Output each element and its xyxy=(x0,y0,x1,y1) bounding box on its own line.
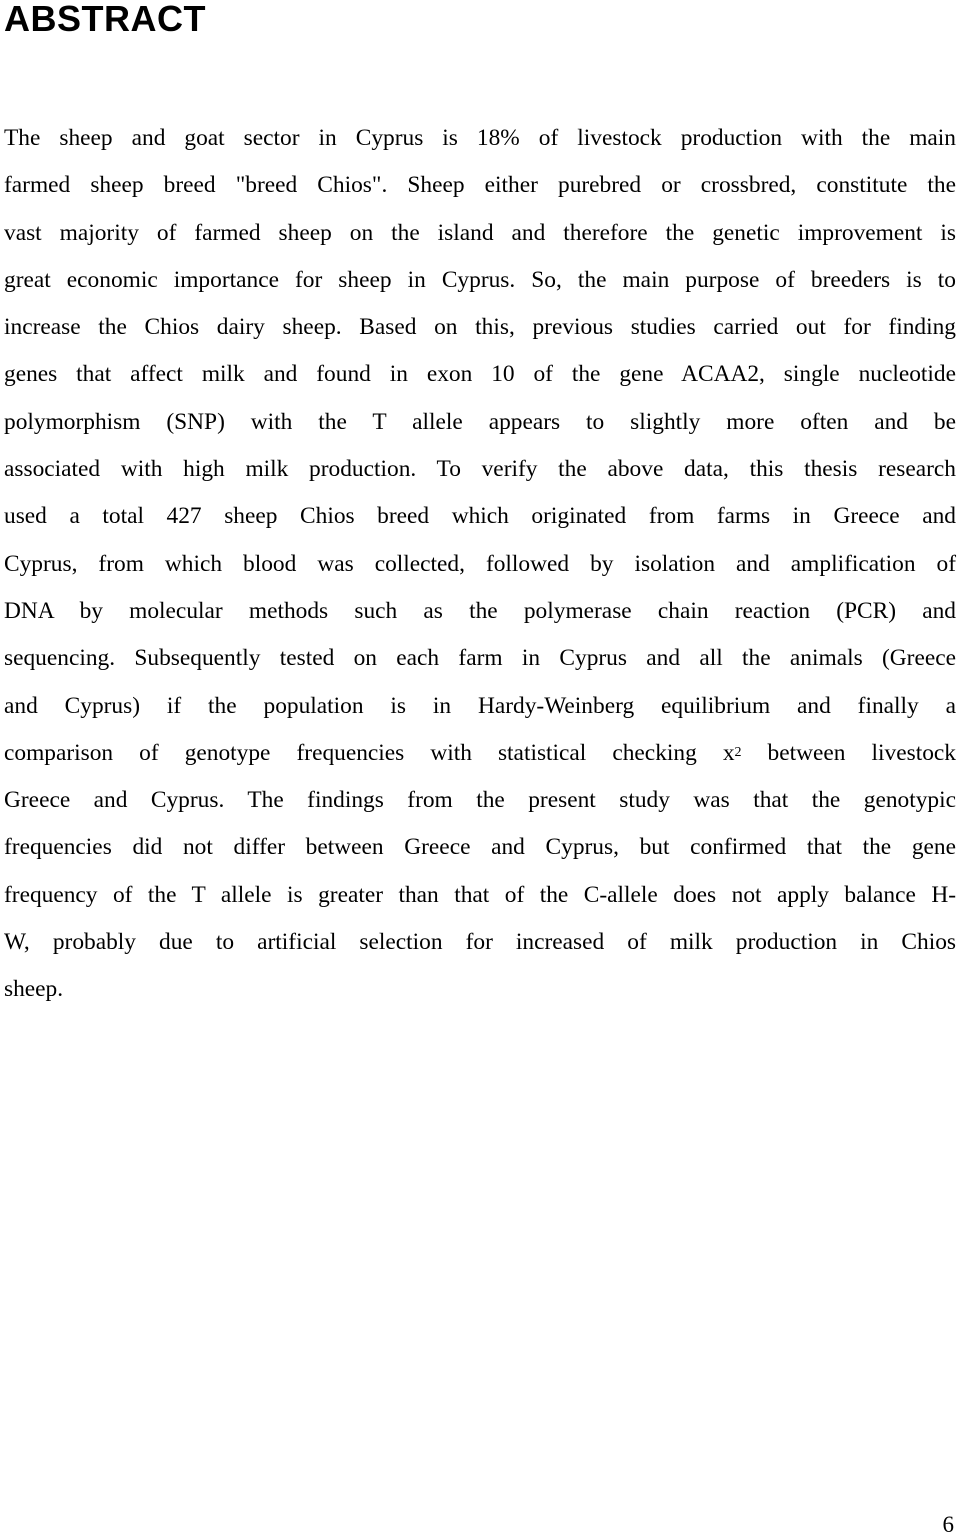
text-line: associated with high milk production. To verify the above data, this thesis research xyxy=(4,456,956,483)
page-title: ABSTRACT xyxy=(4,0,206,39)
text-line-with-superscript xyxy=(4,730,956,777)
text-line: polymorphism (SNP) with the T allele appears to slightly more often and be xyxy=(4,408,956,435)
text-line: Greece and Cyprus. The findings from the present study was that the genotypic xyxy=(4,787,956,814)
page-number: 6 xyxy=(942,1512,954,1537)
text-line: farmed sheep breed "breed Chios". Sheep either purebred or crossbred, constitute the xyxy=(4,172,956,199)
abstract-body xyxy=(4,115,956,1014)
line-text-before: comparison of genotype frequencies with statistical checking x xyxy=(4,739,735,766)
text-line: sequencing. Subsequently tested on each farm in Cyprus and all the animals (Greece xyxy=(4,645,956,672)
text-line: increase the Chios dairy sheep. Based on this, previous studies carried out for finding xyxy=(4,314,956,341)
text-line: frequency of the T allele is greater than that of the C-allele does not apply balance H- xyxy=(4,881,956,908)
text-line: The sheep and goat sector in Cyprus is 18% of livestock production with the main xyxy=(4,125,956,151)
superscript: 2 xyxy=(734,744,742,760)
text-line: vast majority of farmed sheep on the island and therefore the genetic improvement is xyxy=(4,219,956,246)
text-line: used a total 427 sheep Chios breed which originated from farms in Greece and xyxy=(4,503,956,530)
text-line: W, probably due to artificial selection for increased of milk production in Chios xyxy=(4,929,956,956)
text-line: and Cyprus) if the population is in Hardy-Weinberg equilibrium and finally a xyxy=(4,692,956,719)
text-line: great economic importance for sheep in Cyprus. So, the main purpose of breeders is to xyxy=(4,266,956,293)
text-line: DNA by molecular methods such as the polymerase chain reaction (PCR) and xyxy=(4,597,956,624)
text-line: Cyprus, from which blood was collected, followed by isolation and amplification of xyxy=(4,550,956,577)
text-line: sheep. xyxy=(4,976,64,1003)
text-line: frequencies did not differ between Greece and Cyprus, but confirmed that the gene xyxy=(4,834,956,861)
text-line: genes that affect milk and found in exon 10 of the gene ACAA2, single nucleotide xyxy=(4,361,956,388)
line-text-after: between livestock xyxy=(741,739,956,766)
